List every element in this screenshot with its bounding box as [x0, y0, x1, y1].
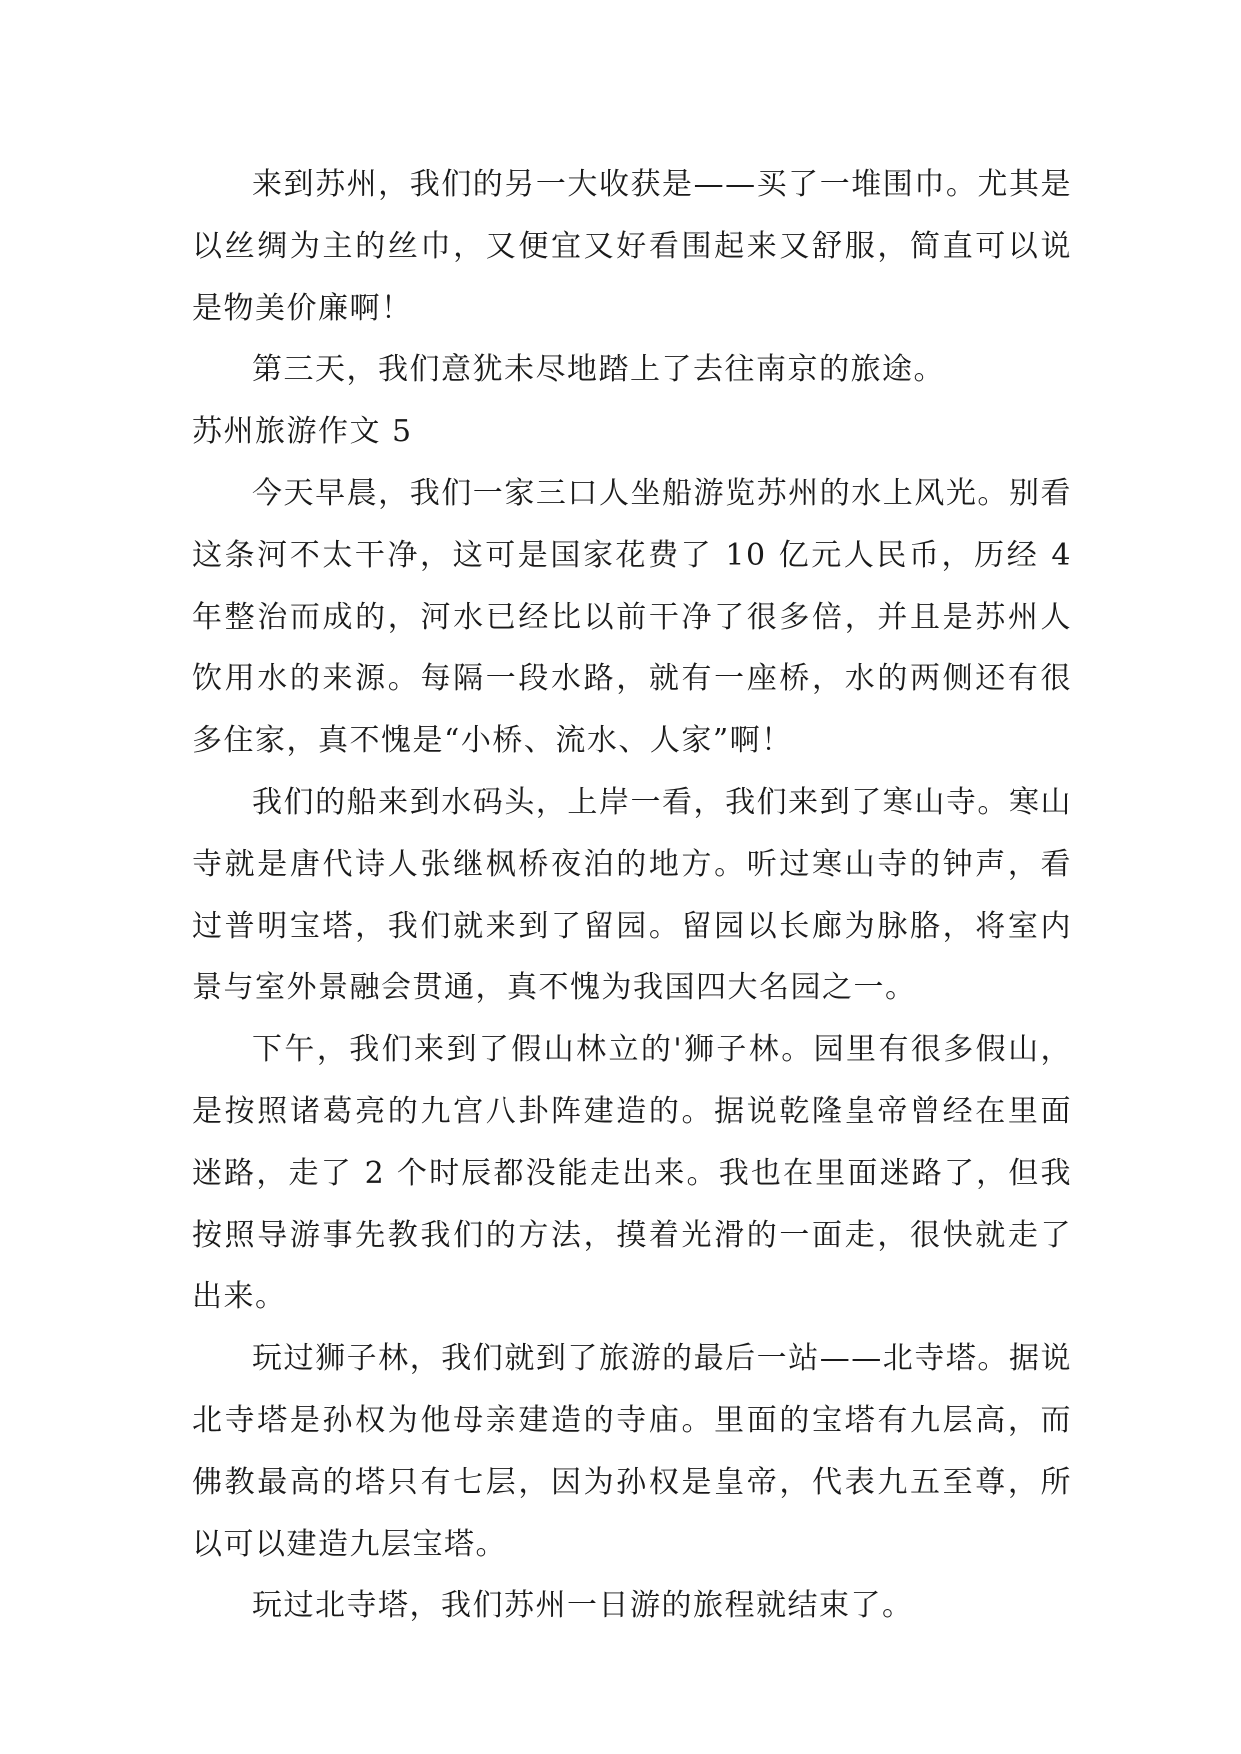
paragraph-lion-grove: 下午，我们来到了假山林立的'狮子林。园里有很多假山，是按照诸葛亮的九宫八卦阵建造的。据说乾隆皇帝曾经在里面迷路，走了 2 个时辰都没能走出来。我也在里面迷路了，但我按照导游事先教我们的方法，摸着光滑的一面走，很快就走了出来。 [192, 1032, 1072, 1315]
paragraph-trip-end: 玩过北寺塔，我们苏州一日游的旅程就结束了。 [252, 1588, 914, 1624]
paragraph-hanshan-temple: 我们的船来到水码头，上岸一看，我们来到了寒山寺。寒山寺就是唐代诗人张继枫桥夜泊的地方。听过寒山寺的钟声，看过普明宝塔，我们就来到了留园。留园以长廊为脉胳，将室内景与室外景融会贯通，真不愧为我国四大名园之一。 [192, 784, 1072, 1006]
document-body [192, 154, 1072, 1637]
section-title: 苏州旅游作文 5 [192, 414, 413, 450]
paragraph-scarves: 来到苏州，我们的另一大收获是——买了一堆围巾。尤其是以丝绸为主的丝巾，又便宜又好看围起来又舒服，简直可以说是物美价廉啊！ [192, 167, 1072, 326]
paragraph-third-day: 第三天，我们意犹未尽地踏上了去往南京的旅途。 [252, 352, 945, 388]
paragraph-boat-tour: 今天早晨，我们一家三口人坐船游览苏州的水上风光。别看这条河不太干净，这可是国家花费了 10 亿元人民币，历经 4 年整治而成的，河水已经比以前干净了很多倍，并且是苏州人饮用水的来源。每隔一段水路，就有一座桥，水的两侧还有很多住家，真不愧是“小桥、流水、人家”啊！ [192, 475, 1072, 759]
paragraph-north-temple-pagoda: 玩过狮子林，我们就到了旅游的最后一站——北寺塔。据说北寺塔是孙权为他母亲建造的寺庙。里面的宝塔有九层高，而佛教最高的塔只有七层，因为孙权是皇帝，代表九五至尊，所以可以建造九层宝塔。 [192, 1341, 1072, 1562]
